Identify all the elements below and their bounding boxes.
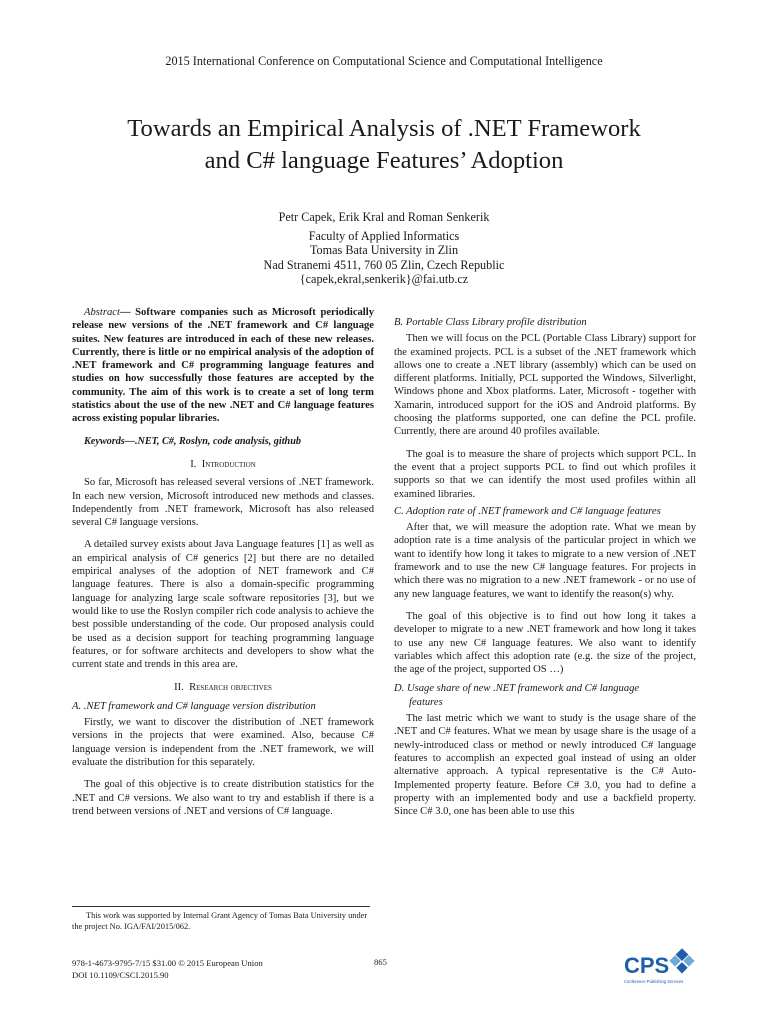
subsection-d-heading-continued: features (409, 696, 443, 708)
subsection-d-heading: D. Usage share of new .NET framework and C# language (394, 683, 640, 695)
cps-logo-icon (622, 946, 698, 986)
footer-isbn: 978-1-4673-9795-7/15 $31.00 © 2015 European Union (72, 958, 263, 968)
abstract (72, 306, 374, 426)
section-research-number: II. (174, 682, 184, 694)
author-names: Petr Capek, Erik Kral and Roman Senkerik (278, 210, 490, 224)
subsection-a-paragraph-1: Firstly, we want to discover the distribution of .NET framework versions in the projects that were examined. Also, because C# language version is independent from the .NET framework, we will evaluate the distribution for this separately. (72, 717, 374, 768)
subsection-b-paragraph-1: Then we will focus on the PCL (Portable Class Library) support for the examined projects. PCL is a subset of the .NET framework which allows one to create a .NET library (assembly) which can be used on different platforms. Initially, PCL supported the Windows, Silverlight, Windows phone and Xbox platforms. Later, Microsoft - together with Xamarin, introduced support for the iOS and Android platforms. By choosing the platforms supported, one can define the PCL profile. Currently, there are around 40 profiles available. (394, 333, 696, 438)
author-email: {capek,ekral,senkerik}@fai.utb.cz (299, 272, 469, 286)
section-intro-number: I. (190, 458, 197, 470)
title-line-2: and C# language Features’ Adoption (204, 147, 564, 174)
subsection-a-paragraph-2: The goal of this objective is to create distribution statistics for the .NET and C# versions. We also want to try and establish if there is a trend between versions of .NET and versions of C# language. (72, 779, 374, 817)
footnote: This work was supported by Internal Grant Agency of Tomas Bata University under the project No. IGA/FAI/2015/062. (72, 911, 368, 931)
subsection-c-paragraph-1: After that, we will measure the adoption rate. What we mean by adoption rate is a time analysis of the particular project in which we want to identify how long it takes to migrate to a new version of .NET framework and to use the new C# language features. For projects in which there was no migration to a new .NET framework - or no use of any new language features, we want to identify the reason(s) why. (394, 522, 696, 600)
cps-logo-diamond (669, 948, 694, 973)
left-column (72, 306, 374, 818)
intro-paragraph-2: A detailed survey exists about Java Language features [1] as well as an empirical analysis of C# generics [2] but there are no detailed empirical analyses of the adoption of NET framework and C# language features. There is also a domain-specific programming language for analyzing large scale software repositories [3], but we would like to use the Roslyn compiler rich code analysis to achieve the best possible understanding of the code. Our proposed analysis could be used as a decision support for teaching programming language features, or for software architects and developers to show what the current state and trends in this area are. (72, 539, 374, 671)
conference-header: 2015 International Conference on Computational Science and Computational Intelligence (165, 54, 603, 68)
abstract-dash: — (119, 307, 136, 318)
cps-logo-subtitle: Conference Publishing Services (624, 979, 684, 984)
author-faculty: Faculty of Applied Informatics (308, 228, 460, 243)
subsection-b-heading: B. Portable Class Library profile distribution (394, 317, 587, 328)
paper-title (40, 113, 728, 177)
intro-paragraph-1: So far, Microsoft has released several versions of .NET framework. In each new version, Microsoft introduced new methods and classes. Independently from .NET framework, Microsoft has also released several C# language versions. (72, 477, 374, 529)
abstract-lead: Abstract (84, 307, 120, 318)
subsection-c-heading: C. Adoption rate of .NET framework and C# language features (394, 505, 661, 517)
page-number: 865 (374, 957, 387, 967)
footer-publication-info (72, 957, 263, 981)
author-block (0, 210, 768, 287)
keywords: Keywords—.NET, C#, Roslyn, code analysis, github (84, 435, 301, 447)
section-intro-heading (72, 458, 374, 471)
abstract-text: Software companies such as Microsoft periodically release new versions of the .NET framework and C# language suites. New features are introduced in each of these new releases. Currently, there is little or no empirical analysis of the adoption of .NET framework and C# programming language features and studies on how successfully those features are accepted by the community. The aim of this work is to create a set of long term statistics about the use of the new .NET and C# language features across existing popular libraries. (72, 307, 374, 425)
subsection-a-heading: A. .NET framework and C# language version distribution (72, 700, 316, 712)
title-line-1: Towards an Empirical Analysis of .NET Framework (127, 115, 641, 142)
section-research-title: Research objectives (189, 682, 272, 694)
author-university: Tomas Bata University in Zlin (309, 243, 459, 257)
footer-doi: DOI 10.1109/CSCI.2015.90 (72, 970, 169, 980)
subsection-c-paragraph-2: The goal of this objective is to find out how long it takes a developer to migrate to a new .NET framework and how long it takes to use any new C# language features. We also want to identify variables which affect this adoption rate (e.g. the size of the project, the age of the project, supported OS …) (394, 610, 696, 676)
subsection-d-paragraph-1: The last metric which we want to study is the usage share of the .NET and C# features. What we mean by usage share is the usage of a newly-introduced class or method or newly introduced C# language features to accomplish an expected goal instead of using an older alternative approach. A typical representative is the C# Auto-Implemented property feature. Before C# 3.0, you had to define a property with an implemented body and use a backfield property. Since C# 3.0, one has been able to use this (394, 713, 696, 818)
cps-logo-text: CPS (624, 953, 670, 978)
subsection-b-paragraph-2: The goal is to measure the share of projects which support PCL. In the event that a project supports PCL to find out which profiles it supports so that we can identify the most used profiles within all examined libraries. (394, 448, 696, 500)
section-intro-title: Introduction (201, 458, 256, 470)
author-address: Nad Stranemi 4511, 760 05 Zlin, Czech Republic (263, 257, 505, 272)
section-research-heading (72, 681, 374, 694)
footnote-divider (72, 906, 370, 907)
right-column (394, 306, 696, 818)
